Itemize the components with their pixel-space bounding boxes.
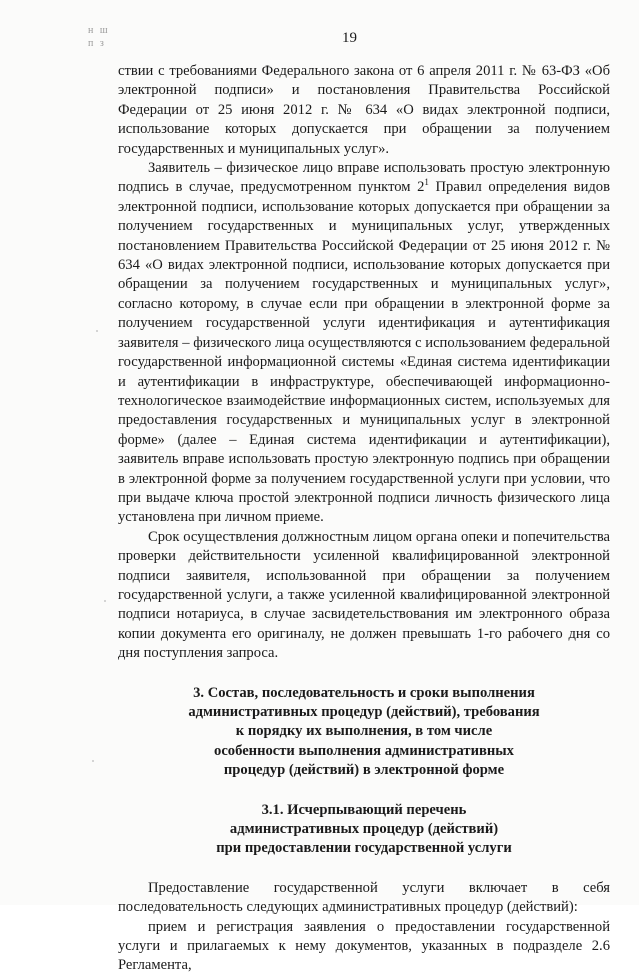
paragraph-text: Правил определения видов электронной подписи, использование которых допускается при обращении за получением государственных и муниципальных услуг, утвержденных постановлением Правительства Российской Федерации от 25 июня 2012 г. № 634 «О видах электронной подписи, использование которых допускается при обращении за получением государственных и муниципальных услуг», согласно которому, в случае если при обращении в электронной форме за получением государственной услуги идентификация и аутентификация заявителя – физического лица осуществляются с использованием федеральной государственной информационной системы «Единая система идентификации и аутентификации в инфраструктуре, обеспечивающей информационно-технологическое взаимодействие информационных систем, используемых для предоставления государственных и муниципальных услуг в электронной форме» (далее – Единая система идентификации и аутентификации), заявитель вправе использовать простую электронную подпись при обращении в электронной форме за получением государственной услуги при условии, что при выдаче ключа простой электронной подписи личность физического лица установлена при личном приеме.	[118, 179, 610, 526]
heading-line: особенности выполнения административных	[214, 742, 514, 759]
section-heading	[118, 684, 610, 781]
heading-line: при предоставлении государственной услуги	[216, 840, 512, 857]
footnote-superscript: 1	[424, 177, 429, 188]
heading-line: процедур (действий) в электронной форме	[223, 762, 505, 779]
paragraph-text: Заявитель – физическое лицо вправе использовать простую электронную подпись в случае, предусмотренном пунктом 2	[118, 160, 610, 196]
heading-line: 3.1. Исчерпывающий перечень	[261, 801, 467, 818]
paragraph-continuation: ствии с требованиями Федерального закона от 6 апреля 2011 г. № 63-ФЗ «Об электронной подписи» и постановления Правительства Российской Федерации от 25 июня 2012 г. № 634 «О видах электронной подписи, использование которых допускается при обращении за получением государственных и муниципальных услуг».	[118, 63, 610, 157]
heading-line: 3. Состав, последовательность и сроки выполнения	[193, 684, 535, 701]
paragraph-procedure-item: прием и регистрация заявления о предоставлении государственной услуги и прилагаемых к нему документов, указанных в подразделе 2.6 Регламента,	[118, 918, 610, 974]
scan-artifact	[104, 600, 106, 602]
margin-mark: п з	[88, 38, 106, 49]
document-body	[118, 62, 610, 976]
heading-line: к порядку их выполнения, в том числе	[235, 723, 493, 740]
paragraph-procedures-intro: Предоставление государственной услуги включает в себя последовательность следующих административных процедур (действий):	[118, 879, 610, 916]
page-number: 19	[342, 30, 357, 46]
paragraph-simple-signature	[118, 159, 610, 528]
margin-mark: н ш	[88, 25, 110, 36]
section-body	[118, 879, 610, 976]
heading-line: административных процедур (действий)	[229, 821, 499, 838]
heading-line: административных процедур (действий), требования	[188, 704, 540, 720]
paragraph-verification-deadline: Срок осуществления должностным лицом органа опеки и попечительства проверки действительности усиленной квалифицированной электронной подписи заявителя, использованной при обращении за получением государственной услуги, а также усиленной квалифицированной электронной подписи нотариуса, в случае засвидетельствования им электронного образа копии документа его оригиналу, не должен превышать 1-го рабочего дня со дня поступления запроса.	[118, 528, 610, 662]
scan-artifact	[96, 330, 98, 332]
subsection-heading	[118, 801, 610, 859]
scan-artifact	[92, 760, 94, 762]
